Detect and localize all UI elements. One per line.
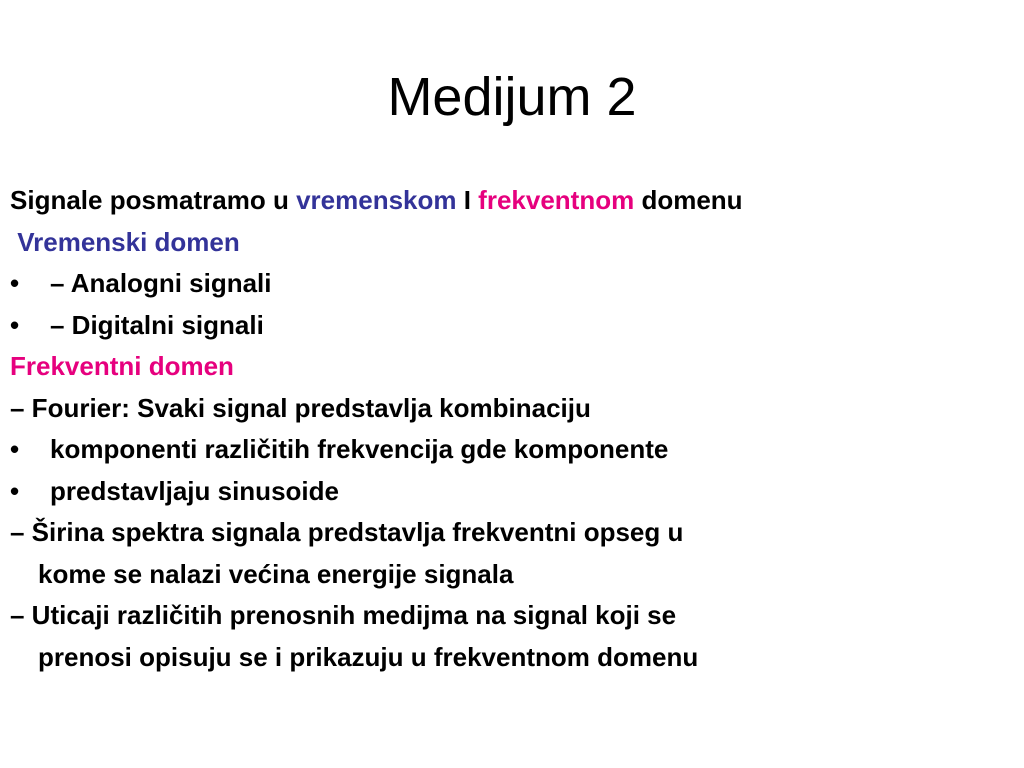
bullet-icon: • bbox=[10, 309, 20, 340]
list-item-label: – Analogni signali bbox=[50, 268, 272, 298]
bullet-icon: • bbox=[10, 475, 20, 506]
intro-text-1: Signale posmatramo u bbox=[10, 185, 297, 215]
list-item-label: – Digitalni signali bbox=[50, 309, 264, 340]
time-domain-heading: Vremenski domen bbox=[10, 226, 240, 257]
list-item-label: komponenti različitih frekvencija gde komponente bbox=[50, 434, 669, 464]
list-item-sinusoids bbox=[10, 471, 1010, 513]
bullet-icon: • bbox=[10, 434, 20, 464]
influence-line-2 bbox=[10, 637, 1010, 679]
bandwidth-line-2-text: kome se nalazi većina energije signala bbox=[38, 558, 514, 589]
influence-line-2-text: prenosi opisuju se i prikazuju u frekventnom domenu bbox=[38, 641, 699, 672]
influence-line-1: – Uticaji različitih prenosnih medijma na signal koji se bbox=[10, 600, 677, 630]
fourier-line: – Fourier: Svaki signal predstavlja kombinaciju bbox=[10, 392, 591, 423]
list-item-label: predstavljaju sinusoide bbox=[50, 475, 339, 506]
bullet-icon: • bbox=[10, 268, 20, 298]
bandwidth-line-1: – Širina spektra signala predstavlja frekventni opseg u bbox=[10, 517, 684, 547]
list-item-components bbox=[10, 429, 1010, 471]
intro-keyword-frequency: frekventnom bbox=[478, 185, 635, 215]
bandwidth-line-2 bbox=[10, 554, 1010, 596]
intro-text-2: I bbox=[456, 185, 479, 215]
slide-title: Medijum 2 bbox=[387, 67, 637, 127]
intro-keyword-time: vremenskom bbox=[296, 185, 457, 215]
list-item-analog bbox=[10, 263, 1010, 305]
intro-line bbox=[10, 180, 1010, 222]
list-item-digital bbox=[10, 305, 1010, 347]
frequency-domain-heading: Frekventni domen bbox=[10, 351, 234, 381]
intro-text-3: domenu bbox=[634, 185, 743, 215]
slide-body bbox=[10, 180, 1010, 678]
